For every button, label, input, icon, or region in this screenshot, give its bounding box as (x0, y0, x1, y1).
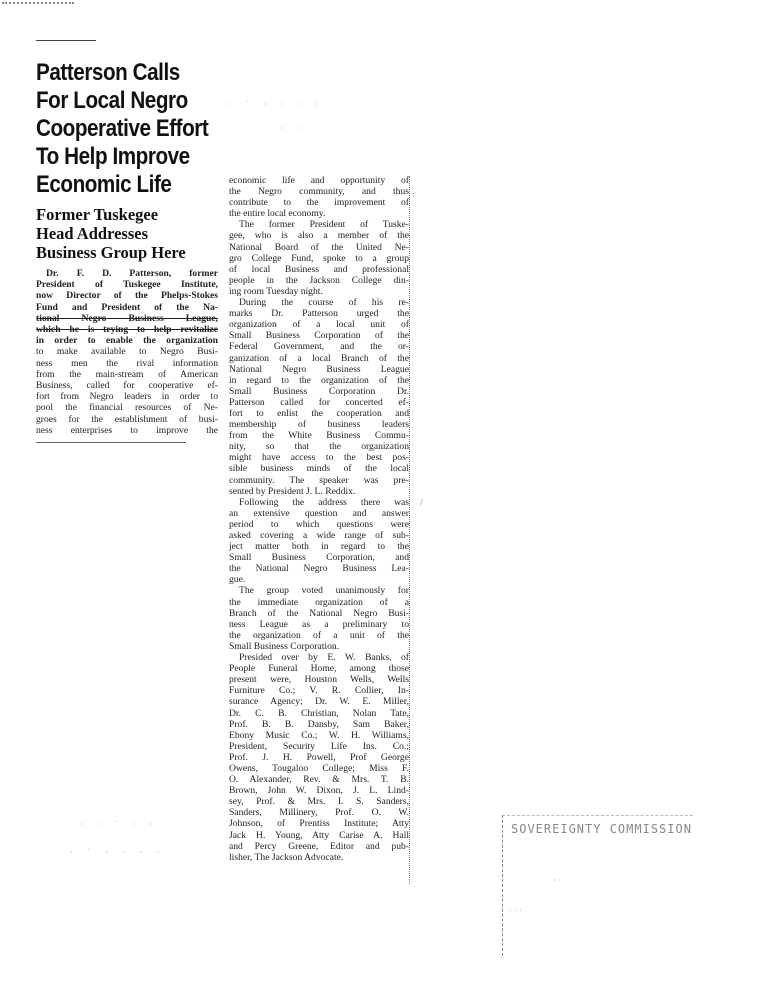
scan-specks: · · (280, 124, 306, 133)
text-line: to make available to Negro Busi- (36, 346, 218, 358)
text-line: might have access to the best pos- (229, 452, 409, 464)
text-line: Presided over by E. W. Banks, of (239, 652, 409, 664)
text-line: which he is trying to help revitalize (36, 324, 218, 336)
stamp-text: SOVEREIGNTY COMMISSION (511, 822, 692, 836)
text-line: Ebony Music Co.; W. H. Williams, (229, 729, 409, 741)
text-line: Dr. C. B. Christian, Nolan Tate, (229, 707, 409, 719)
text-line: and Percy Greene, Editor and pub- (229, 840, 409, 852)
text-line: Federal Government, and the or- (229, 341, 409, 353)
text-line: President of Tuskegee Institute, (36, 279, 218, 291)
text-line: from the main-stream of American (36, 368, 218, 380)
text-line: from the White Business Commu- (229, 430, 409, 442)
text-line: the entire local economy. (229, 208, 326, 220)
article-body-left (36, 268, 218, 436)
text-line: O. Alexander, Rev. & Mrs. T. B. (229, 774, 409, 786)
text-line: membership of business leaders (229, 419, 409, 431)
scan-specks: · ˙ · · · · (228, 100, 324, 109)
subhead-line: Head Addresses (36, 224, 149, 243)
text-line: Dr. F. D. Patterson, former (46, 268, 218, 279)
text-line: community. The speaker was pre- (229, 474, 409, 486)
text-line: sible business minds of the local (229, 463, 409, 475)
text-line: asked covering a wide range of sub- (229, 530, 409, 541)
top-dotted-margin (2, 2, 74, 4)
text-line: ness men the rival information (36, 357, 218, 369)
text-line: period to which questions were (229, 518, 409, 530)
text-line: nity, so that the organization (229, 441, 409, 453)
text-line: in regard to the organization of the (229, 374, 409, 386)
text-line: lisher, The Jackson Advocate. (229, 851, 344, 863)
article-body-right (229, 175, 409, 863)
text-line: the National Negro Business Lea- (229, 563, 409, 575)
headline-line: To Help Improve (36, 143, 190, 170)
headline-line: For Local Negro (36, 87, 188, 114)
scan-specks: · ˙ · · · · (70, 848, 166, 857)
text-line: contribute to the improvement of (229, 197, 409, 209)
text-line: Prof. J. H. Powell, Prof George (229, 751, 409, 763)
stamp-mark: · · · (509, 906, 522, 915)
bottom-rule (36, 442, 186, 443)
stamp-mark: · · (553, 876, 561, 885)
scan-specks: · · ˙ · · (80, 820, 159, 829)
text-line: fort from Negro leaders in order to (36, 391, 218, 403)
text-line: National Board of the United Ne- (229, 241, 409, 253)
column-rule (409, 176, 410, 884)
text-line: gue. (229, 574, 246, 586)
subhead-line: Former Tuskegee (36, 205, 159, 224)
text-line: Sanders, Millinery, Prof. O. W. (229, 807, 409, 819)
text-line: of local Business and professional (229, 263, 409, 275)
text-line: Small Business Corporation Dr. (229, 385, 409, 397)
headline-line: Economic Life (36, 171, 172, 198)
text-line: ganization of a local Branch of the (229, 352, 409, 364)
text-line: National Negro Business League (229, 363, 409, 375)
right-column (229, 175, 409, 863)
text-line: gro College Fund, spoke to a group (229, 252, 409, 264)
text-line: Prof. B. B. Dansby, Sam Baker, (229, 718, 409, 730)
text-line: Business, called for cooperative ef- (36, 380, 218, 392)
text-line: fort to enlist the cooperation and (229, 407, 409, 419)
text-line: Jack H. Young, Atty Carise A. Hall (229, 829, 409, 841)
headline (36, 59, 209, 199)
text-line: ness League as a preliminary to (229, 618, 409, 630)
faded-stamp (502, 815, 693, 956)
text-line: Brown, John W. Dixon, J. L. Lind- (229, 785, 409, 797)
text-line: Furniture Co.; V. R. Collier, In- (229, 685, 409, 697)
text-line: The group voted unanimously for (239, 585, 409, 597)
text-line: Johnson, of Prentiss Institute; Atty (229, 818, 409, 830)
text-line: Small Business Corporation. (229, 640, 340, 652)
text-line: President, Security Life Ins. Co.; (229, 740, 409, 752)
text-line: sey, Prof. & Mrs. I. S. Sanders, (229, 796, 409, 808)
text-line: an extensive question and answer (229, 507, 409, 519)
text-line: ject matter both in regard to the (229, 541, 409, 553)
text-line: During the course of his re- (239, 297, 409, 309)
scan-specks: : (412, 190, 421, 199)
text-line: Small Business Corporation, and (229, 552, 409, 564)
text-line: the immediate organization of a (229, 596, 409, 608)
top-rule (36, 40, 96, 41)
text-line: pool the financial resources of Ne- (36, 402, 218, 414)
text-line: The former President of Tuske- (239, 219, 409, 231)
text-line: marks Dr. Patterson urged the (229, 308, 409, 320)
subhead-line: Business Group Here (36, 243, 186, 262)
left-column (36, 40, 218, 443)
text-line: Owens, Tougaloo College; Miss F. (229, 762, 409, 774)
text-line: Fund and President of the Na- (36, 301, 218, 313)
text-line: ness enterprises to improve the (36, 424, 218, 436)
text-line: sented by President J. L. Reddix. (229, 485, 356, 497)
text-line: People Funeral Home, among those (229, 663, 409, 675)
headline-line: Patterson Calls (36, 59, 180, 86)
headline-line: Cooperative Effort (36, 115, 209, 142)
text-line: people in the Jackson College din- (229, 274, 409, 286)
text-line: ing room Tuesday night. (229, 285, 323, 297)
text-line: gee, who is also a member of the (229, 230, 409, 242)
text-line: organization of a local unit of (229, 319, 409, 331)
scan-specks: / (420, 498, 429, 507)
text-line: present were, Houston Wells, Wells (229, 674, 409, 686)
text-line: the Negro community, and thus (229, 186, 409, 198)
text-line: Patterson called for concerted ef- (229, 396, 409, 408)
text-line: now Director of the Phelps-Stokes (36, 290, 218, 302)
text-line: Following the address there was (239, 496, 409, 508)
text-line: economic life and opportunity of (229, 175, 409, 186)
text-line: groes for the establishment of busi- (36, 413, 218, 425)
subheadline (36, 205, 218, 262)
text-line: in order to enable the organization (36, 335, 218, 347)
text-line: the organization of a unit of the (229, 629, 409, 641)
text-line: tional Negro Business League, (36, 312, 218, 324)
text-line: Branch of the National Negro Busi- (229, 607, 409, 619)
text-line: surance Agency; Dr. W. E. Miller, (229, 696, 409, 708)
text-line: Small Business Corporation of the (229, 330, 409, 342)
